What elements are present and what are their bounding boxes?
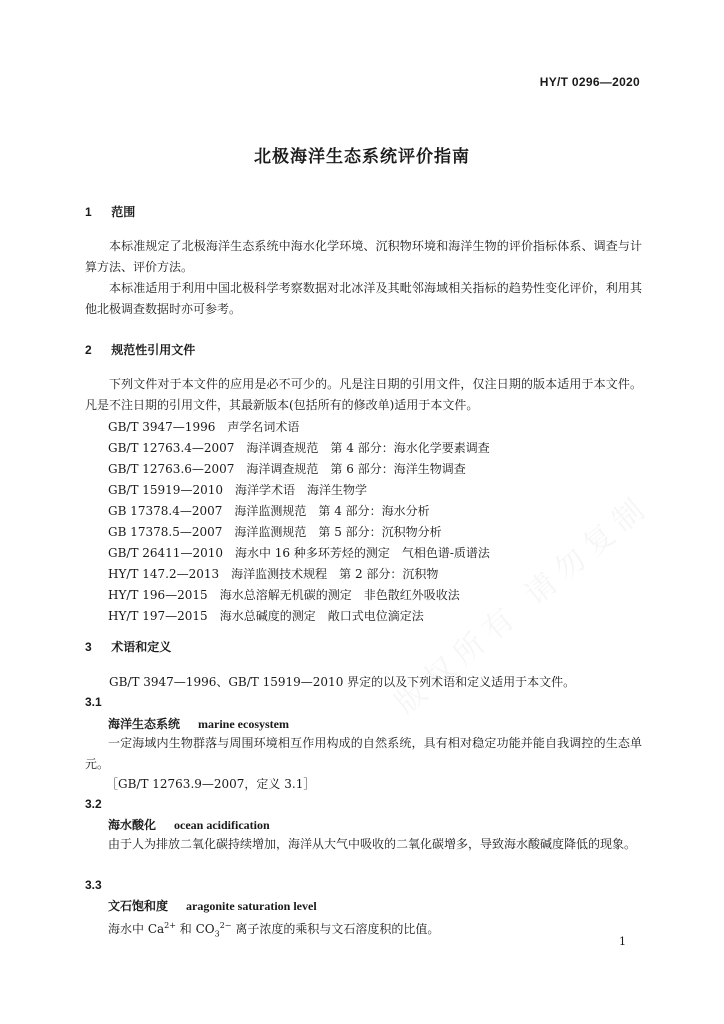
section-3-heading (85, 638, 171, 655)
calcium-charge: 2+ (164, 921, 176, 930)
definition-text: 海水中 Ca (108, 922, 165, 936)
definition-text: 和 CO (175, 922, 215, 936)
section-title: 规范性引用文件 (111, 343, 196, 357)
reference-item: HY/T 147.2—2013 海洋监测技术规程 第 2 部分：沉积物 (108, 567, 439, 581)
term-source: ［GB/T 12763.9—2007，定义 3.1］ (106, 777, 316, 791)
term-definition: 一定海域内生物群落与周围环境相互作用构成的自然系统，具有相对稳定功能并能自我调控的生态单元。 (85, 736, 642, 771)
section-1-paragraph-1: 本标准规定了北极海洋生态系统中海水化学环境、沉积物环境和海洋生物的评价指标体系、调查与计算方法、评价方法。 (85, 239, 642, 274)
term-heading (108, 816, 270, 833)
carbonate-subscript: 3 (214, 929, 220, 939)
reference-item: GB 17378.5—2007 海洋监测规范 第 5 部分：沉积物分析 (108, 525, 442, 539)
section-number: 3 (85, 640, 92, 654)
clause-number: 3.1 (85, 695, 102, 709)
term-english: aragonite saturation level (186, 899, 317, 913)
reference-item: GB/T 26411—2010 海水中 16 种多环芳烃的测定 气相色谱-质谱法 (108, 546, 490, 560)
section-number: 2 (85, 343, 92, 357)
clause-number: 3.3 (85, 878, 102, 892)
standard-code: HY/T 0296—2020 (539, 75, 640, 89)
reference-item: GB/T 3947—1996 声学名词术语 (108, 420, 300, 434)
section-number: 1 (85, 205, 92, 219)
section-3-paragraph-1: GB/T 3947—1996、GB/T 15919—2010 界定的以及下列术语和定义适用于本文件。 (109, 675, 576, 689)
page-number: 1 (619, 935, 626, 948)
term-chinese: 文石饱和度 (108, 899, 169, 913)
term-definition (85, 915, 642, 944)
reference-item: GB/T 15919—2010 海洋学术语 海洋生物学 (108, 483, 367, 497)
definition-text: 离子浓度的乘积与文石溶度积的比值。 (231, 922, 440, 936)
section-1-heading (85, 203, 135, 220)
reference-item: HY/T 197—2015 海水总碱度的测定 敞口式电位滴定法 (108, 609, 424, 623)
reference-item: HY/T 196—2015 海水总溶解无机碳的测定 非色散红外吸收法 (108, 588, 460, 602)
section-2-paragraph-1: 下列文件对于本文件的应用是必不可少的。凡是注日期的引用文件，仅注日期的版本适用于本文件。凡是不注日期的引用文件，其最新版本(包括所有的修改单)适用于本文件。 (85, 377, 642, 412)
section-title: 术语和定义 (111, 640, 172, 654)
term-definition: 由于人为排放二氧化碳持续增加，海洋从大气中吸收的二氧化碳增多，导致海水酸碱度降低的现象。 (108, 837, 637, 851)
clause-number: 3.2 (85, 797, 102, 811)
term-english: ocean acidification (174, 818, 270, 832)
section-2-heading (85, 341, 195, 358)
term-english: marine ecosystem (198, 717, 289, 731)
carbonate-charge: 2− (219, 921, 232, 930)
section-title: 范围 (111, 205, 136, 219)
reference-item: GB/T 12763.6—2007 海洋调查规范 第 6 部分：海洋生物调查 (108, 462, 466, 476)
section-1-paragraph-2: 本标准适用于利用中国北极科学考察数据对北冰洋及其毗邻海域相关指标的趋势性变化评价，利用其他北极调查数据时亦可参考。 (85, 281, 642, 316)
term-chinese: 海洋生态系统 (108, 717, 181, 731)
term-heading (108, 715, 289, 732)
reference-item: GB 17378.4—2007 海洋监测规范 第 4 部分：海水分析 (108, 504, 430, 518)
document-title: 北极海洋生态系统评价指南 (254, 147, 470, 167)
term-heading (108, 897, 317, 914)
reference-item: GB/T 12763.4—2007 海洋调查规范 第 4 部分：海水化学要素调查 (108, 441, 490, 455)
term-chinese: 海水酸化 (108, 818, 157, 832)
